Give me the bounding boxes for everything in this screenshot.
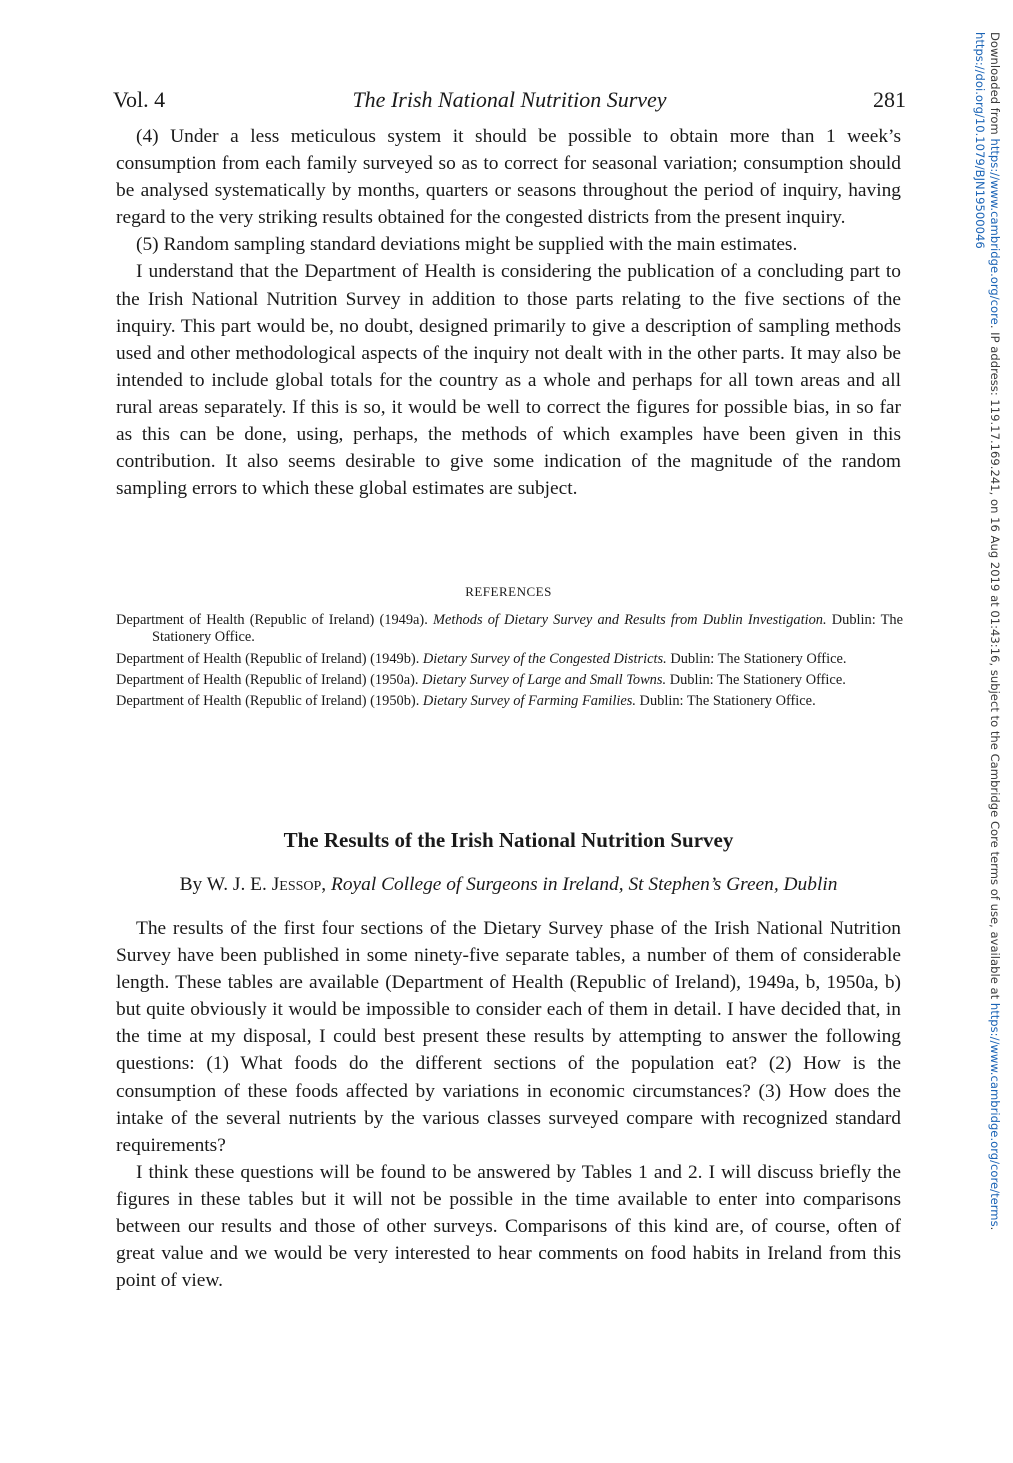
references-list [116,612,903,714]
journal-title: The Irish National Nutrition Survey [352,87,667,112]
paragraph: (4) Under a less meticulous system it should be possible to obtain more than 1 week’s consumption from each family surveyed so as to correct for seasonal variation; consumption should be analysed systematically by months, quarters or seasons throughout the period of inquiry, having regard to the very striking results obtained for the congested districts from the present inquiry. [116,126,901,229]
reference-author: Department of Health (Republic of Ireland) (1949b). [116,650,420,667]
reference-author: Department of Health (Republic of Ireland) (1950a). [116,671,419,688]
page-number: 281 [873,87,906,112]
terms-link[interactable]: https://www.cambridge.org/core/terms [988,1002,1002,1227]
reference-item [116,651,903,668]
reference-title: Dietary Survey of Large and Small Towns. [422,671,667,688]
reference-title: Dietary Survey of Farming Families. [422,693,636,710]
reference-title: Dietary Survey of the Congested Districts. [422,650,667,667]
author-surname: Jessop, [271,874,327,895]
reference-publisher: Dublin: The Stationery Office. [639,693,816,710]
reference-publisher: Dublin: The Stationery Office. [152,612,903,646]
author-affiliation: Royal College of Surgeons in Ireland, St Stephen’s Green, Dublin [331,874,838,895]
download-notice [974,32,1004,1272]
reference-author: Department of Health (Republic of Ireland) (1950b). [116,693,420,710]
reference-publisher: Dublin: The Stationery Office. [669,671,846,688]
doi-line [973,32,988,1230]
byline [116,871,901,899]
download-notice-text [973,32,1002,1230]
reference-publisher: Dublin: The Stationery Office. [670,650,847,667]
doi-link[interactable]: https://doi.org/10.1079/BJN19500046 [973,32,988,249]
paragraph: I understand that the Department of Health is considering the publication of a concluding part to the Irish National Nutrition Survey in addition to those parts relating to the five sections of the inquiry. This part would be, no doubt, designed primarily to give a description of sampling methods used and other methodological aspects of the inquiry not dealt with in the other parts. It may also be intended to include global totals for the country as a whole and perhaps for all town areas and all rural areas separately. If this is so, it would be well to correct the figures for possible bias, in so far as this can be done, using, perhaps, the methods of which examples have been given in this contribution. It also seems desirable to give some indication of the magnitude of the random sampling errors to which these global estimates are subject. [116,261,901,500]
reference-item [116,672,903,689]
conclusions-section [116,123,901,502]
volume-label: Vol. 4 [113,87,166,112]
download-notice-line: Downloaded from https://www.cambridge.org/core. IP address: 119.17.169.241, on 16 Aug 2019 at 01:43:16, subject to the Cambridge Core terms of use, available at https://www.cambridge.org/core/terms. [988,32,1002,1231]
running-head [113,84,906,116]
reference-author: Department of Health (Republic of Ireland) (1949a). [116,612,428,628]
paragraph: I think these questions will be found to be answered by Tables 1 and 2. I will discuss briefly the figures in these tables but it will not be possible in the time available to enter into comparisons between our results and those of other surveys. Comparisons of this kind are, of course, often of great value and we would be very interested to hear comments on food habits in Ireland from this point of view. [116,1161,901,1292]
paragraph: (5) Random sampling standard deviations might be supplied with the main estimates. [136,234,798,256]
cambridge-core-link[interactable]: https://www.cambridge.org/core [988,138,1002,325]
reference-item [116,612,903,647]
reference-title: Methods of Dietary Survey and Results from Dublin Investigation. [432,612,827,628]
article-title: The Results of the Irish National Nutrition Survey [283,828,734,852]
byline-prefix: By W. J. E. [179,874,267,895]
reference-item [116,693,903,710]
article-body [116,915,901,1294]
references-heading: REFERENCES [465,584,552,599]
paragraph: The results of the first four sections of the Dietary Survey phase of the Irish National Nutrition Survey have been published in some ninety-five separate tables, a number of them of considerable length. These tables are available (Department of Health (Republic of Ireland), 1949a, b, 1950a, b) but quite obviously it would be impossible to consider each of them in detail. I have decided that, in the time at my disposal, I could best present these results by attempting to answer the following questions: (1) What foods do the different sections of the population eat? (2) How is the consumption of these foods affected by variations in economic circumstances? (3) How does the intake of the several nutrients by the various classes surveyed compare with recognized standard requirements? [116,918,901,1156]
